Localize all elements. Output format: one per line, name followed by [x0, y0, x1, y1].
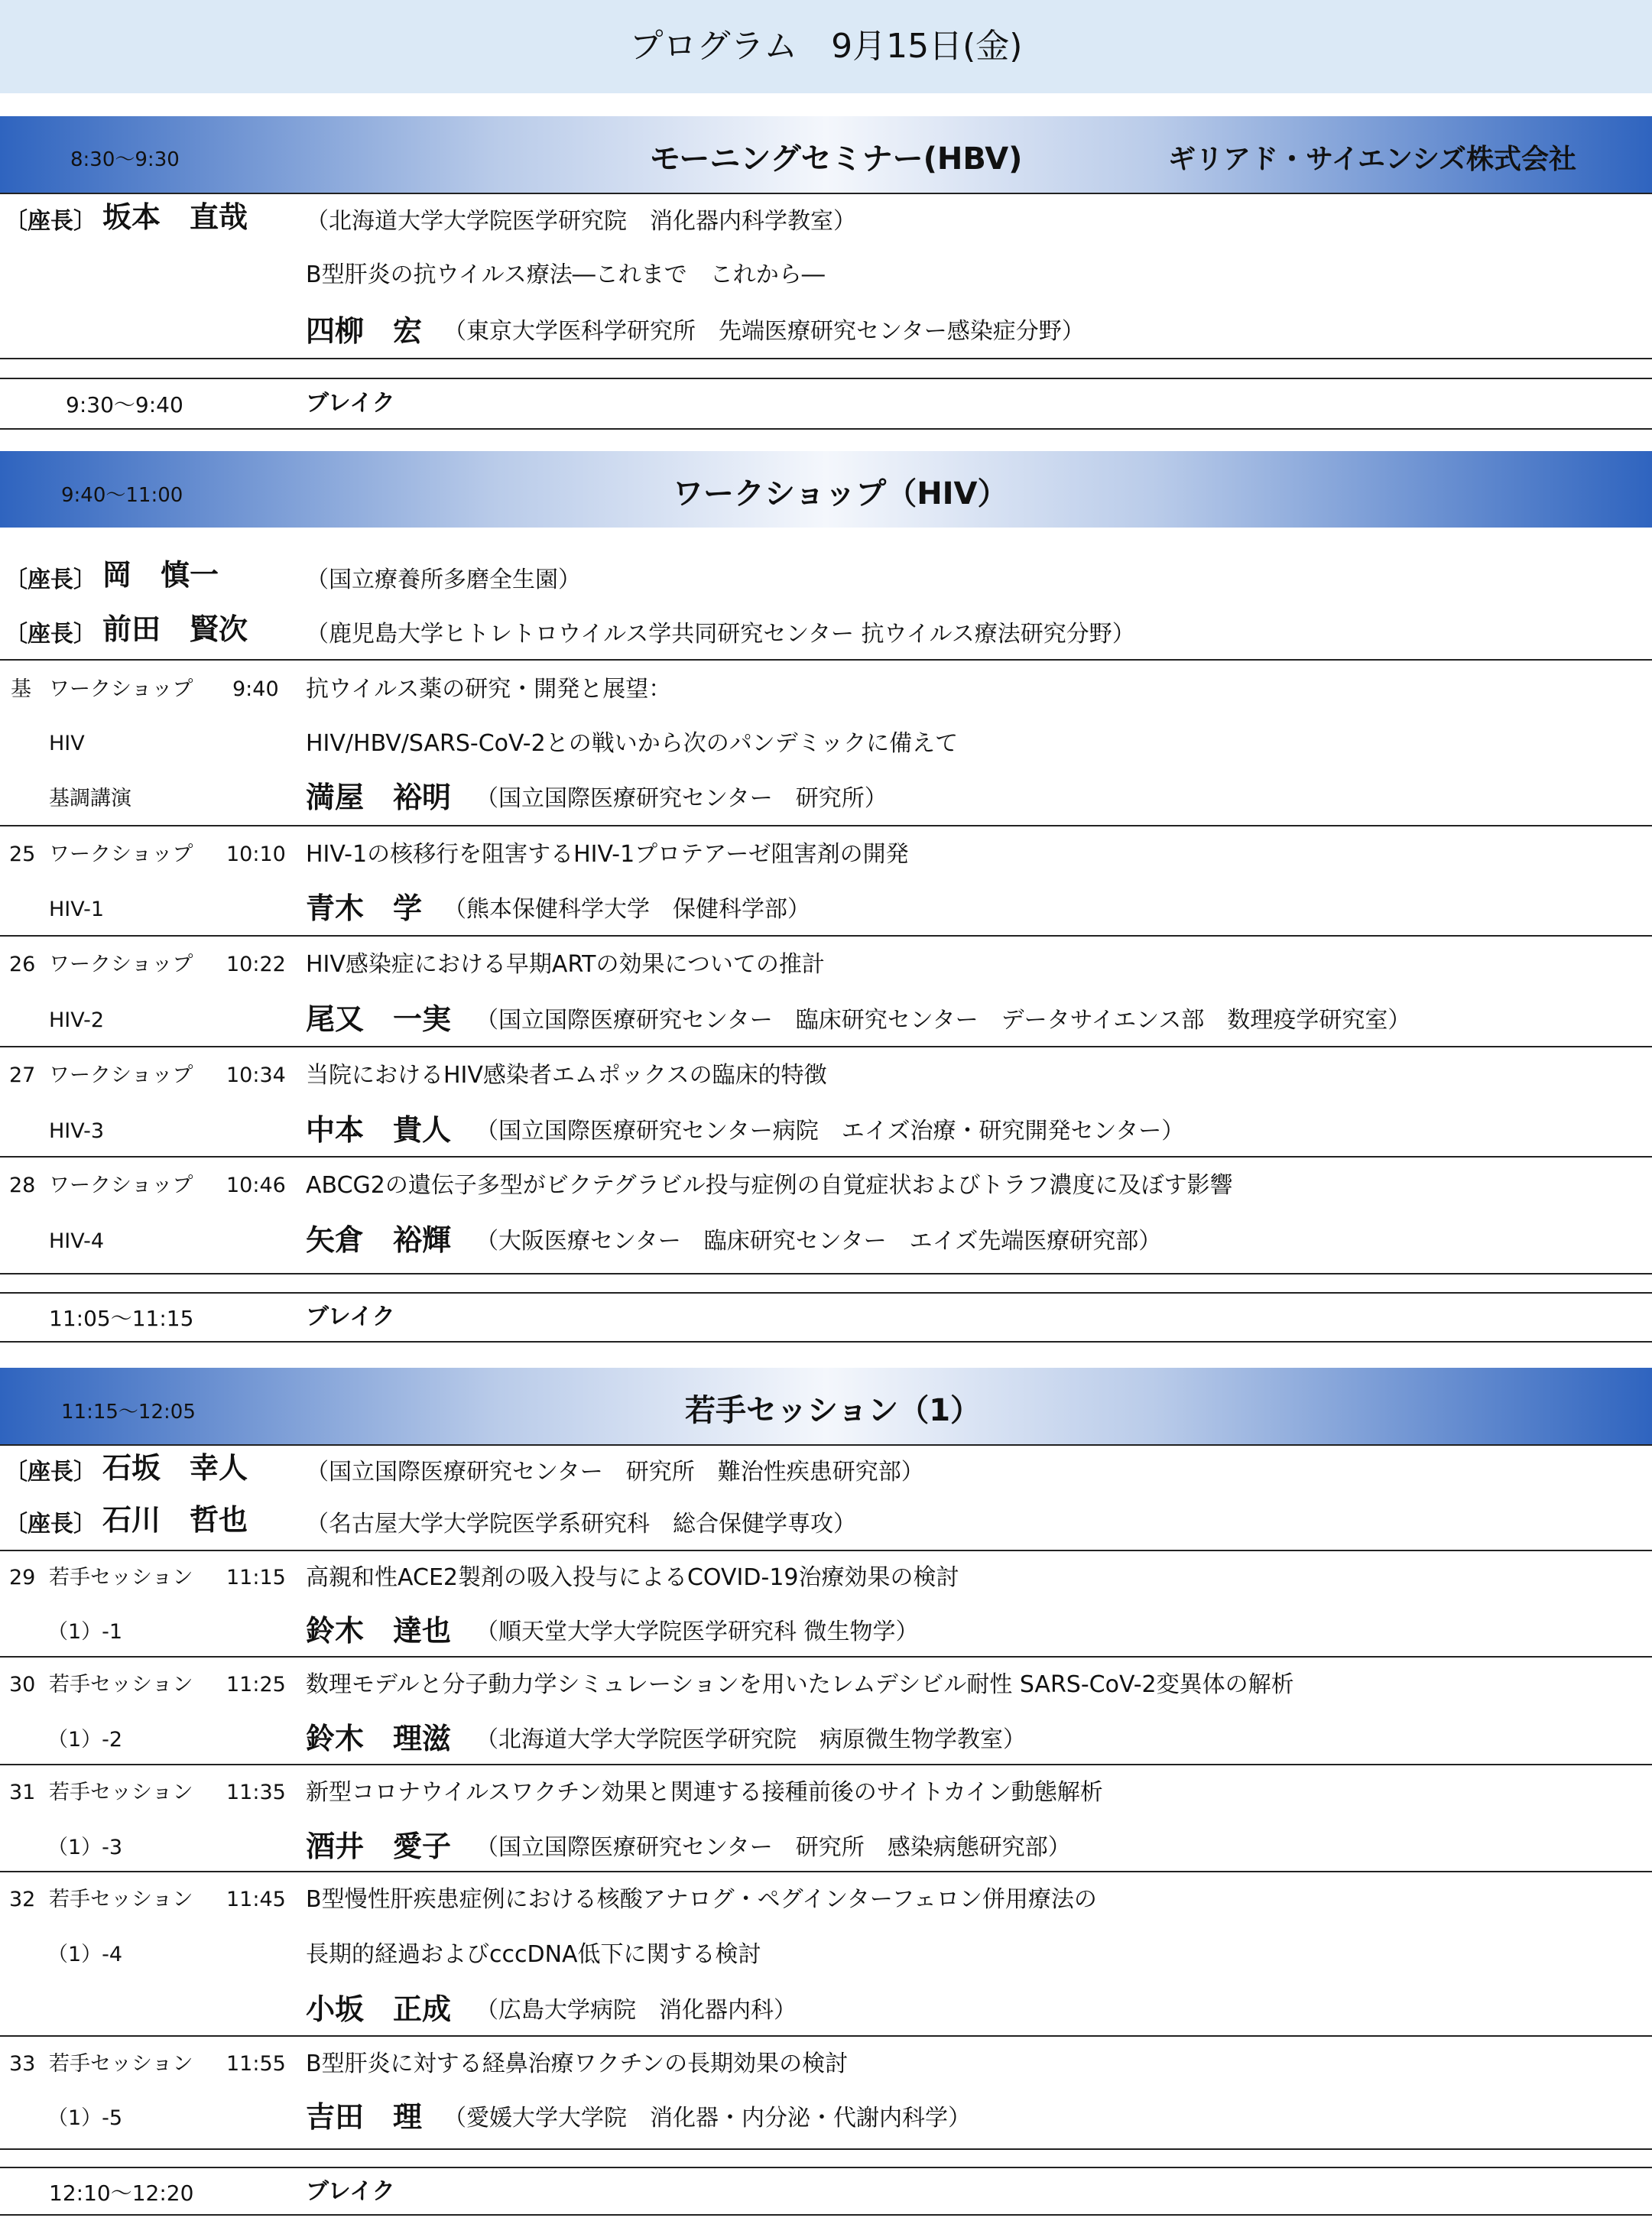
break-label: ブレイク — [306, 390, 395, 417]
talk-sub: （1）-2 — [47, 1728, 123, 1752]
divider — [0, 1871, 1652, 1872]
talk-time: 11:45 — [226, 1888, 286, 1911]
speaker-affiliation: （広島大学病院 消化器内科） — [475, 1997, 797, 2024]
speaker-name: 矢倉 裕輝 — [306, 1223, 452, 1257]
break-time: 9:30～9:40 — [66, 392, 183, 417]
speaker-affiliation: （愛媛大学大学院 消化器・内分泌・代謝内科学） — [443, 2105, 971, 2132]
divider — [0, 1444, 1652, 1446]
speaker-name: 中本 貴人 — [306, 1113, 452, 1147]
talk-time: 10:34 — [226, 1063, 286, 1087]
speaker-name: 小坂 正成 — [306, 1992, 452, 2026]
break-time: 11:05～11:15 — [49, 1306, 194, 1331]
session-time: 11:15～12:05 — [61, 1401, 196, 1424]
talk-number: 31 — [9, 1781, 36, 1804]
speaker-affiliation: （国立国際医療研究センター 研究所） — [475, 785, 888, 812]
talk-type: 若手セッション — [49, 2052, 193, 2076]
talk-number: 26 — [9, 953, 36, 976]
talk-type: 若手セッション — [49, 1566, 193, 1589]
speaker-name: 酒井 愛子 — [306, 1830, 452, 1863]
talk-number: 27 — [9, 1063, 36, 1087]
talk-time: 11:55 — [226, 2052, 286, 2076]
speaker-affiliation: （東京大学医科学研究所 先端医療研究センター感染症分野） — [443, 318, 1085, 345]
chair-affiliation: （北海道大学大学院医学研究院 消化器内科学教室） — [306, 208, 856, 235]
chair-affiliation: （鹿児島大学ヒトレトロウイルス学共同研究センター 抗ウイルス療法研究分野） — [306, 621, 1135, 648]
divider — [0, 193, 1652, 194]
talk-title: HIV-1の核移行を阻害するHIV-1プロテアーゼ阻害剤の開発 — [306, 841, 909, 868]
session-title: モーニングセミナー(HBV) — [650, 141, 1023, 177]
chair-affiliation: （国立療養所多磨全生園） — [306, 567, 581, 593]
talk-number: 28 — [9, 1174, 36, 1197]
divider — [0, 935, 1652, 937]
divider — [0, 1550, 1652, 1551]
talk-time: 11:15 — [226, 1566, 286, 1589]
break-label: ブレイク — [306, 1304, 395, 1330]
break-label: ブレイク — [306, 2178, 395, 2205]
chair-affiliation: （名古屋大学大学院医学系研究科 総合保健学専攻） — [306, 1511, 856, 1537]
talk-type: ワークショップ — [49, 953, 193, 976]
talk-title: ABCG2の遺伝子多型がビクテグラビル投与症例の自覚症状およびトラフ濃度に及ぼす影響 — [306, 1172, 1233, 1199]
talk-title: 高親和性ACE2製剤の吸入投与によるCOVID-19治療効果の検討 — [306, 1564, 959, 1591]
talk-number: 基 — [11, 677, 31, 701]
divider — [0, 1656, 1652, 1658]
session-title: 若手セッション（1） — [685, 1393, 982, 1428]
divider — [0, 2214, 1652, 2216]
speaker-affiliation: （国立国際医療研究センター 臨床研究センター データサイエンス部 数理疫学研究室） — [475, 1007, 1411, 1034]
talk-title: 抗ウイルス薬の研究・開発と展望： — [306, 676, 672, 703]
lecture-title: B型肝炎の抗ウイルス療法―これまで これから― — [306, 261, 825, 288]
talk-title: B型肝炎に対する経鼻治療ワクチンの長期効果の検討 — [306, 2051, 849, 2077]
talk-sub: （1）-1 — [47, 1620, 123, 1644]
talk-sub: （1）-4 — [47, 1943, 123, 1966]
talk-number: 29 — [9, 1566, 36, 1589]
talk-sub: HIV — [49, 732, 85, 755]
divider — [0, 1046, 1652, 1047]
chair-name: 前田 賢次 — [102, 612, 248, 646]
speaker-name: 鈴木 理滋 — [306, 1722, 452, 1755]
divider — [0, 1764, 1652, 1765]
talk-title: HIV感染症における早期ARTの効果についての推計 — [306, 951, 825, 978]
talk-type: 若手セッション — [49, 1673, 193, 1697]
speaker-affiliation: （熊本保健科学大学 保健科学部） — [443, 896, 810, 923]
divider — [0, 1341, 1652, 1343]
talk-title: HIV/HBV/SARS-CoV-2との戦いから次のパンデミックに備えて — [306, 730, 959, 757]
talk-time: 11:35 — [226, 1781, 286, 1804]
talk-number: 25 — [9, 843, 36, 866]
speaker-name: 青木 学 — [306, 891, 423, 925]
speaker-affiliation: （北海道大学大学院医学研究院 病原微生物学教室） — [475, 1726, 1026, 1753]
talk-time: 10:10 — [226, 843, 286, 866]
chair-affiliation: （国立国際医療研究センター 研究所 難治性疾患研究部） — [306, 1459, 924, 1486]
speaker-affiliation: （大阪医療センター 臨床研究センター エイズ先端医療研究部） — [475, 1228, 1162, 1255]
talk-time: 11:25 — [226, 1673, 286, 1697]
talk-type: 若手セッション — [49, 1888, 193, 1911]
talk-type: ワークショップ — [49, 843, 193, 866]
talk-sub: HIV-4 — [49, 1229, 105, 1253]
chair-tag: 〔座長〕 — [5, 1511, 96, 1537]
talk-number: 33 — [9, 2052, 36, 2076]
talk-title: 長期的経過およびcccDNA低下に関する検討 — [306, 1941, 761, 1968]
divider — [0, 2035, 1652, 2037]
divider — [0, 378, 1652, 379]
divider — [0, 2148, 1652, 2150]
divider — [0, 825, 1652, 826]
divider — [0, 659, 1652, 661]
divider — [0, 358, 1652, 359]
talk-type: ワークショップ — [49, 677, 193, 701]
talk-title: B型慢性肝疾患症例における核酸アナログ・ペグインターフェロン併用療法の — [306, 1886, 1097, 1913]
chair-tag: 〔座長〕 — [5, 621, 96, 648]
talk-number: 30 — [9, 1673, 36, 1697]
talk-type: 若手セッション — [49, 1781, 193, 1804]
talk-sub: HIV-1 — [49, 898, 105, 921]
speaker-name: 鈴木 達也 — [306, 1614, 452, 1648]
divider — [0, 1292, 1652, 1294]
speaker-name: 満屋 裕明 — [306, 781, 452, 814]
divider — [0, 1156, 1652, 1158]
speaker-name: 四柳 宏 — [306, 314, 423, 348]
chair-name: 石川 哲也 — [102, 1503, 248, 1537]
talk-type: ワークショップ — [49, 1174, 193, 1197]
chair-tag: 〔座長〕 — [5, 208, 96, 235]
divider — [0, 2167, 1652, 2168]
talk-sub: 基調講演 — [49, 787, 131, 810]
break-time: 12:10～12:20 — [49, 2180, 194, 2206]
talk-time: 10:46 — [226, 1174, 286, 1197]
talk-sub: HIV-2 — [49, 1008, 105, 1032]
chair-tag: 〔座長〕 — [5, 1459, 96, 1486]
chair-name: 坂本 直哉 — [102, 200, 248, 234]
chair-tag: 〔座長〕 — [5, 567, 96, 593]
divider — [0, 428, 1652, 430]
page-title: プログラム 9月15日(金) — [629, 27, 1023, 66]
talk-sub: （1）-5 — [47, 2106, 123, 2130]
divider — [0, 1273, 1652, 1274]
speaker-name: 吉田 理 — [306, 2100, 423, 2134]
speaker-affiliation: （順天堂大学大学院医学研究科 微生物学） — [475, 1619, 919, 1645]
chair-name: 岡 慎一 — [102, 558, 219, 592]
talk-sub: （1）-3 — [47, 1836, 123, 1859]
session-time: 8:30～9:30 — [70, 148, 180, 171]
talk-number: 32 — [9, 1888, 36, 1911]
talk-title: 新型コロナウイルスワクチン効果と関連する接種前後のサイトカイン動態解析 — [306, 1779, 1103, 1806]
session-title: ワークショップ（HIV） — [673, 476, 1008, 511]
talk-title: 当院におけるHIV感染者エムポックスの臨床的特徴 — [306, 1062, 827, 1089]
talk-title: 数理モデルと分子動力学シミュレーションを用いたレムデシビル耐性 SARS-CoV-2変異体の解析 — [306, 1671, 1294, 1698]
speaker-affiliation: （国立国際医療研究センター 研究所 感染病態研究部） — [475, 1834, 1071, 1861]
talk-sub: HIV-3 — [49, 1119, 105, 1143]
talk-type: ワークショップ — [49, 1063, 193, 1087]
chair-name: 石坂 幸人 — [102, 1451, 248, 1485]
session-time: 9:40～11:00 — [61, 484, 183, 507]
speaker-affiliation: （国立国際医療研究センター病院 エイズ治療・研究開発センター） — [475, 1118, 1185, 1145]
session-sponsor: ギリアド・サイエンシズ株式会社 — [1168, 144, 1577, 175]
talk-time: 10:22 — [226, 953, 286, 976]
speaker-name: 尾又 一実 — [306, 1002, 452, 1036]
talk-time: 9:40 — [232, 677, 279, 701]
